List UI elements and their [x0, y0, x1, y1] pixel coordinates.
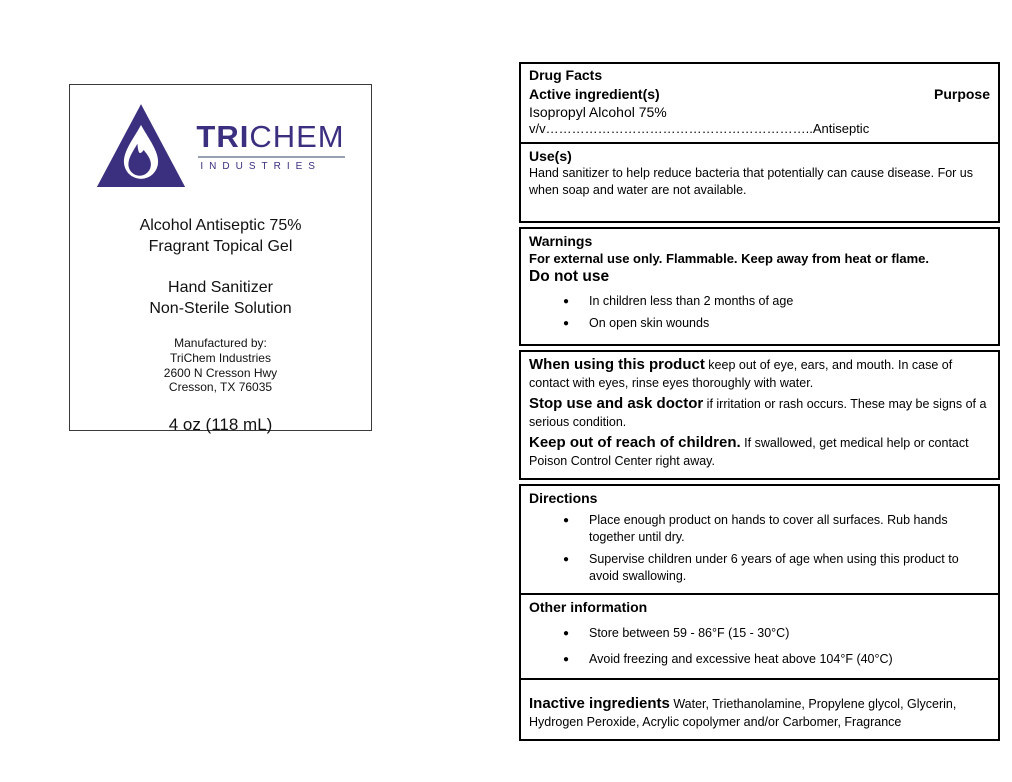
warnings-bullet-list [529, 293, 990, 332]
logo-divider-line [198, 156, 344, 158]
direction-bullet-text: Supervise children under 6 years of age when using this product to avoid swallowing. [589, 551, 959, 583]
trichem-logo [70, 103, 371, 189]
section-active-ingredients [519, 62, 1000, 144]
logo-industries-text: INDUSTRIES [200, 160, 321, 172]
section-other-information [519, 593, 1000, 680]
directions-heading: Directions [529, 489, 598, 506]
warnings-flammable-line: For external use only. Flammable. Keep away from heat or flame. [529, 250, 929, 266]
product-subtitle [70, 277, 371, 319]
warnings-heading: Warnings [529, 232, 593, 249]
do-not-use-heading: Do not use [529, 268, 610, 286]
manufacturer-city: Cresson, TX 76035 [168, 380, 273, 395]
inactive-ingredients-text: Water, Triethanolamine, Propylene glycol, Glycerin, Hydrogen Peroxide, Acrylic copolymer and/or Carbomer, Fragrance [529, 696, 957, 730]
purpose-heading: Purpose [933, 85, 990, 102]
bullet-icon: ● [563, 653, 570, 665]
logo-tri-text: TRI [196, 118, 250, 154]
direction-bullet-text: Place enough product on hands to cover all surfaces. Rub hands together until dry. [589, 513, 948, 545]
product-subtitle-line1: Hand Sanitizer [168, 279, 273, 297]
uses-heading: Use(s) [529, 147, 572, 164]
list-item [563, 651, 990, 668]
bullet-icon: ● [563, 317, 570, 329]
when-using-paragraph [529, 355, 990, 392]
keep-out-text: If swallowed, get medical help or contact Poison Control Center right away. [529, 435, 969, 469]
active-ingredients-heading: Active ingredient(s) [529, 85, 660, 102]
drug-facts-panel [519, 62, 1000, 741]
list-item [563, 315, 990, 332]
warning-bullet-text: On open skin wounds [589, 315, 710, 330]
active-ingredient-leader: v/v……………………………………………………..Antiseptic [529, 120, 870, 136]
product-title [70, 215, 371, 257]
list-item [563, 512, 990, 546]
bullet-icon: ● [563, 515, 570, 527]
uses-body: Hand sanitizer to help reduce bacteria that potentially can cause disease. For us when soap and water are not available. [529, 165, 974, 197]
other-info-bullet-text: Store between 59 - 86°F (15 - 30°C) [589, 625, 790, 640]
logo-triangle-drop-icon [96, 103, 186, 189]
manufactured-by-line: Manufactured by: [174, 336, 267, 351]
section-inactive-ingredients [519, 678, 1000, 741]
list-item [563, 551, 990, 585]
inactive-ingredients-paragraph [529, 694, 990, 731]
stop-use-text: if irritation or rash occurs. These may be signs of a serious condition. [529, 396, 987, 429]
section-when-using [519, 350, 1000, 480]
logo-wordmark [196, 118, 345, 172]
logo-chem-text: CHEM [249, 118, 345, 154]
other-info-bullet-text: Avoid freezing and excessive heat above 104°F (40°C) [589, 651, 893, 666]
section-uses [519, 142, 1000, 223]
other-information-bullet-list [529, 625, 990, 668]
keep-out-paragraph [529, 433, 990, 470]
manufacturer-block [70, 336, 371, 395]
drug-facts-title: Drug Facts [529, 67, 603, 83]
when-using-text: keep out of eye, ears, and mouth. In case of contact with eyes, rinse eyes thoroughly with water. [529, 357, 953, 390]
active-ingredient-name: Isopropyl Alcohol 75% [529, 103, 667, 120]
product-title-line2: Fragrant Topical Gel [148, 238, 293, 256]
list-item [563, 293, 990, 310]
list-item [563, 625, 990, 642]
warning-bullet-text: In children less than 2 months of age [589, 293, 794, 308]
product-front-label [69, 84, 372, 434]
stop-use-paragraph [529, 394, 990, 431]
when-using-lead: When using this product [529, 355, 705, 373]
product-title-line1: Alcohol Antiseptic 75% [139, 217, 302, 234]
bullet-icon: ● [563, 627, 570, 639]
other-information-heading: Other information [529, 598, 648, 615]
section-directions [519, 484, 1000, 595]
inactive-ingredients-heading: Inactive ingredients [529, 694, 670, 712]
keep-out-lead: Keep out of reach of children. [529, 433, 741, 451]
directions-bullet-list [529, 512, 990, 585]
manufacturer-name: TriChem Industries [170, 351, 271, 366]
product-subtitle-line2: Non-Sterile Solution [149, 300, 292, 318]
bullet-icon: ● [563, 553, 570, 565]
bullet-icon: ● [563, 295, 570, 307]
stop-use-lead: Stop use and ask doctor [529, 394, 704, 412]
product-size: 4 oz (118 mL) [168, 414, 273, 434]
manufacturer-street: 2600 N Cresson Hwy [163, 365, 278, 380]
section-warnings [519, 227, 1000, 346]
